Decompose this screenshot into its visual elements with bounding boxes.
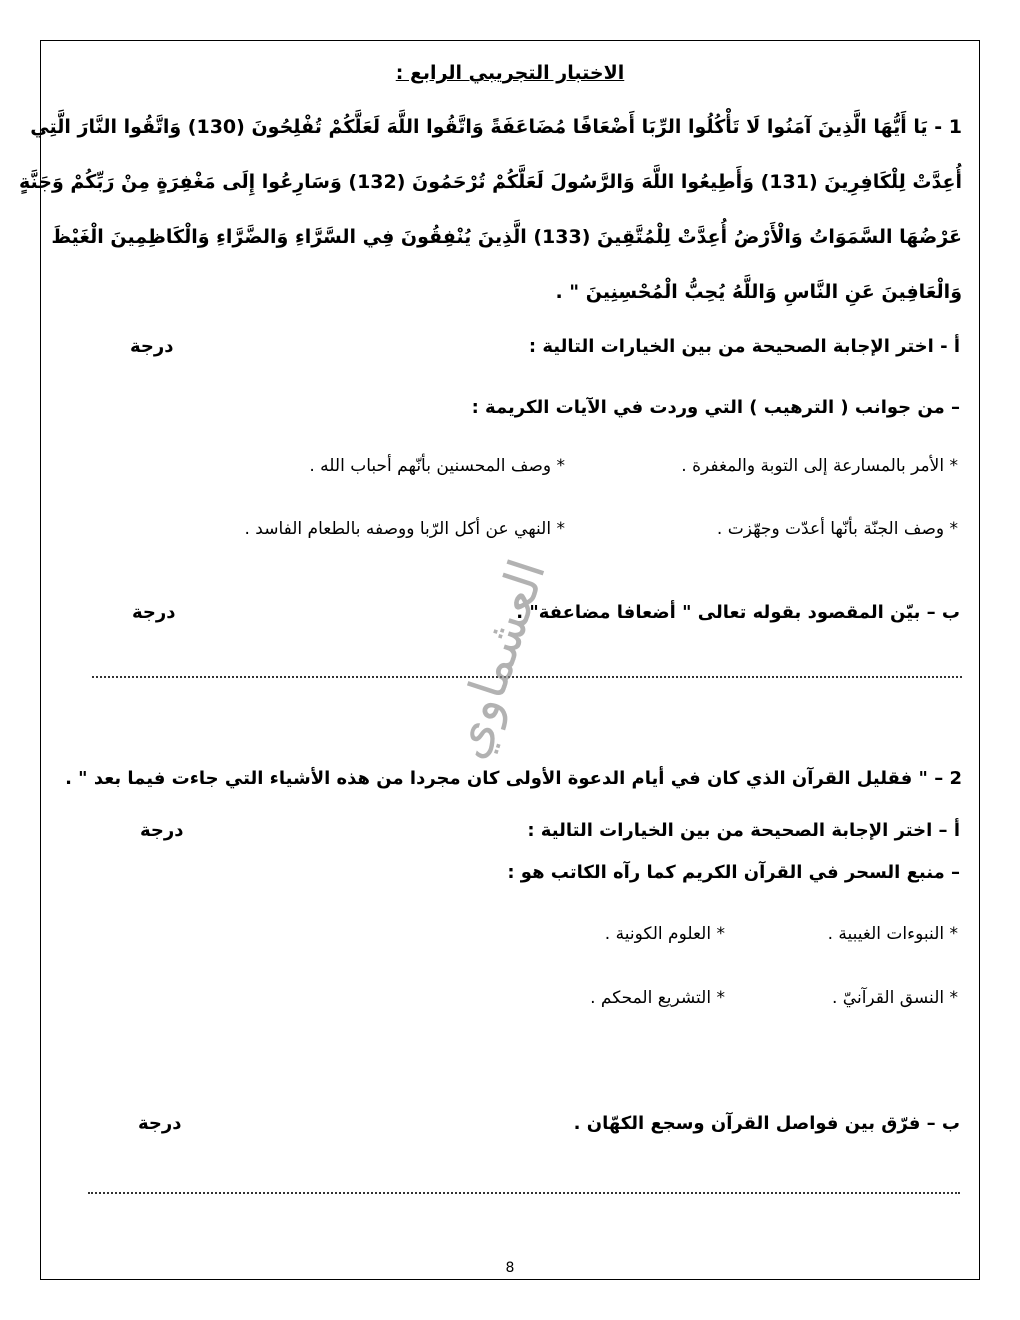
q1-part-b-label: ب – بيّن المقصود بقوله تعالى " أضعافا مضاعفة" . (516, 602, 960, 623)
q2-option-2[interactable]: * العلوم الكونية . (604, 924, 725, 944)
q2-answer-line[interactable] (88, 1192, 960, 1194)
watermark: العشماوي (438, 552, 557, 766)
q2-option-1[interactable]: * النبوءات الغيبية . (827, 924, 958, 944)
q2-part-a-label: أ – اختر الإجابة الصحيحة من بين الخيارات التالية : (527, 820, 960, 841)
page-title: الاختبار التجريبي الرابع : (395, 62, 625, 84)
verse-line-1: 1 - يَا أَيُّهَا الَّذِينَ آمَنُوا لَا تَأْكُلُوا الرِّبَا أَضْعَافًا مُضَاعَفَةً وَاتَّقُوا اللَّهَ لَعَلَّكُمْ تُفْلِحُونَ (130) وَاتَّقُوا النَّارَ الَّتِي (30, 116, 962, 138)
q1-option-1[interactable]: * الأمر بالمسارعة إلى التوبة والمغفرة . (681, 456, 958, 476)
q2-part-b-label: ب – فرّق بين فواصل القرآن وسجع الكهّان . (573, 1113, 960, 1134)
verse-line-3: عَرْضُهَا السَّمَوَاتُ وَالْأَرْضُ أُعِدَّتْ لِلْمُتَّقِينَ (133) الَّذِينَ يُنْفِقُونَ فِي السَّرَّاءِ وَالضَّرَّاءِ وَالْكَاظِمِينَ الْغَيْظَ (51, 226, 962, 248)
q1-option-4[interactable]: * النهي عن أكل الرّبا ووصفه بالطعام الفاسد . (244, 519, 565, 539)
q2-option-3[interactable]: * النسق القرآنيّ . (832, 988, 958, 1008)
q2-option-4[interactable]: * التشريع المحكم . (590, 988, 725, 1008)
verse-line-4: وَالْعَافِينَ عَنِ النَّاسِ وَاللَّهُ يُحِبُّ الْمُحْسِنِينَ " . (555, 281, 962, 303)
q1-part-a-stem: – من جوانب ( الترهيب ) التي وردت في الآيات الكريمة : (471, 397, 960, 418)
q2-part-b-degree: درجة (138, 1113, 182, 1134)
page-number: 8 (505, 1260, 515, 1276)
q1-part-a-label: أ - اختر الإجابة الصحيحة من بين الخيارات التالية : (528, 336, 960, 357)
q1-part-a-degree: درجة (130, 336, 174, 357)
q2-quote: 2 – " فقليل القرآن الذي كان في أيام الدعوة الأولى كان مجردا من هذه الأشياء التي جاءت فيما بعد " . (65, 768, 962, 789)
verse-line-2: أُعِدَّتْ لِلْكَافِرِينَ (131) وَأَطِيعُوا اللَّهَ وَالرَّسُولَ لَعَلَّكُمْ تُرْحَمُونَ (132) وَسَارِعُوا إِلَى مَغْفِرَةٍ مِنْ رَبِّكُمْ وَجَنَّةٍ (18, 171, 962, 193)
q1-option-2[interactable]: * وصف المحسنين بأنّهم أحباب الله . (309, 456, 565, 476)
q2-part-a-degree: درجة (140, 820, 184, 841)
q1-part-b-degree: درجة (132, 602, 176, 623)
q1-option-3[interactable]: * وصف الجنّة بأنّها أعدّت وجهّزت . (716, 519, 958, 539)
q2-part-a-stem: – منبع السحر في القرآن الكريم كما رآه الكاتب هو : (507, 862, 960, 883)
q1-answer-line[interactable] (92, 676, 962, 678)
